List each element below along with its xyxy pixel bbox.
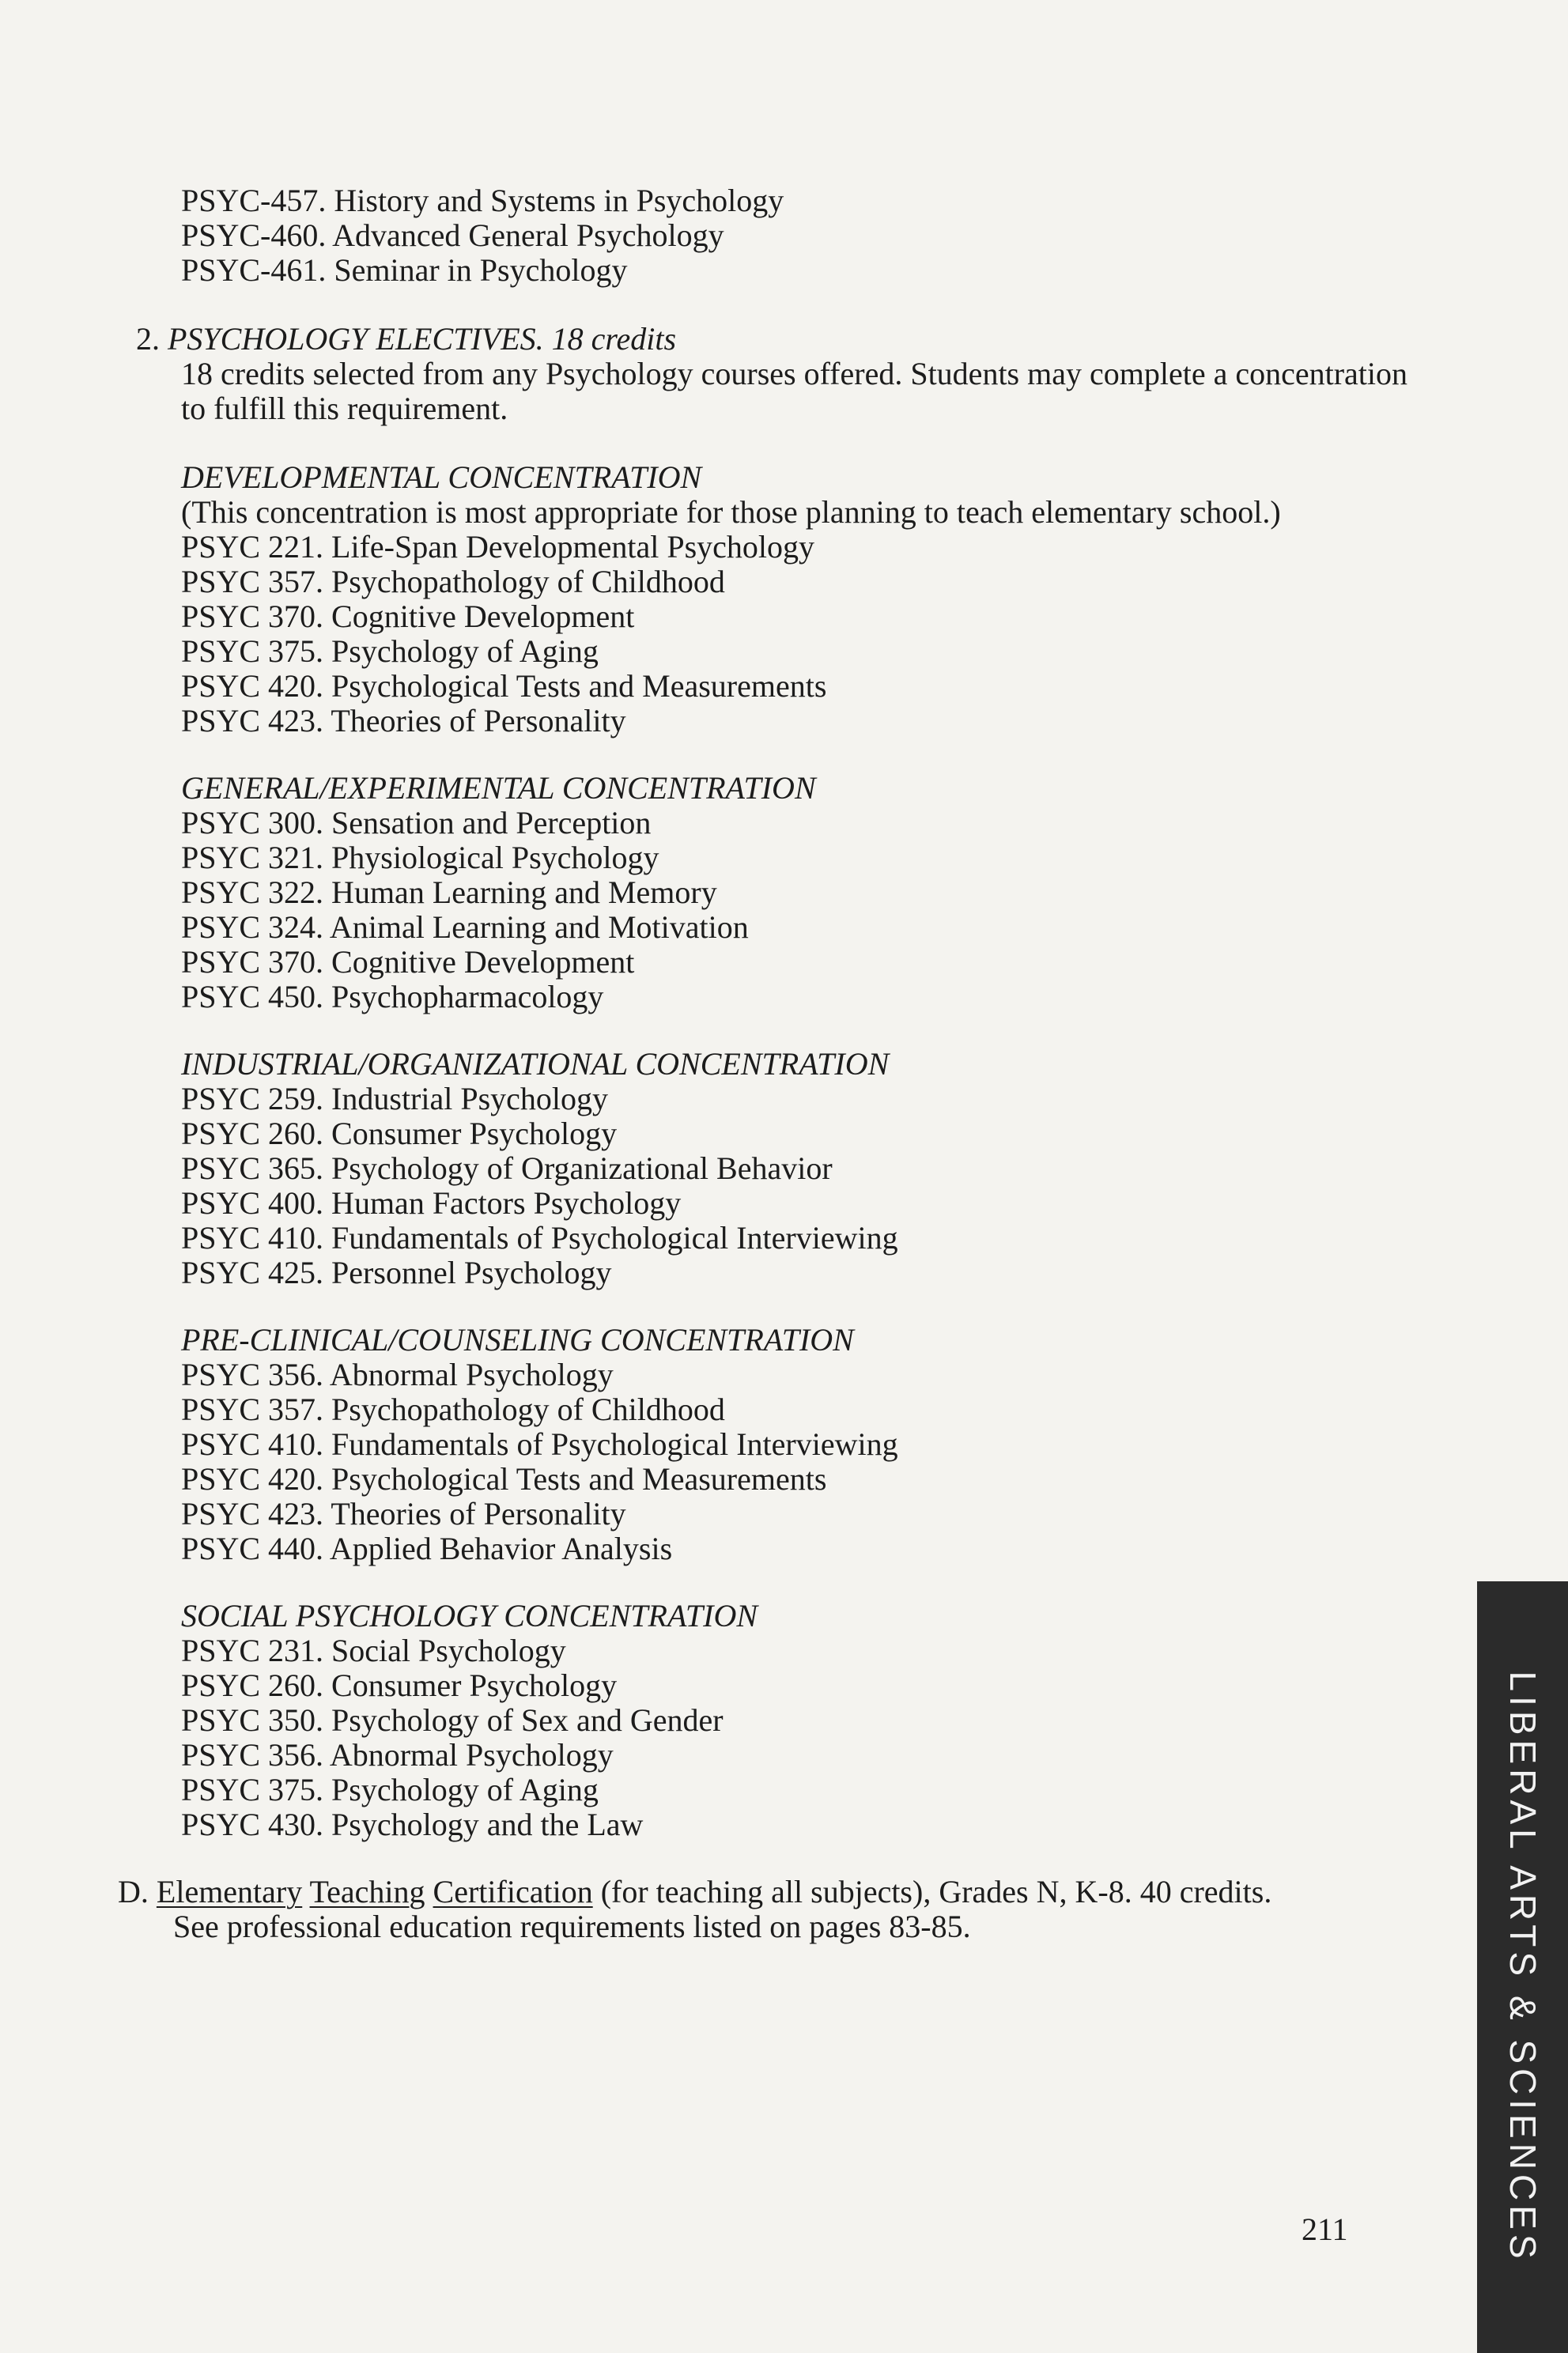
course-line: PSYC 260. Consumer Psychology bbox=[181, 1667, 618, 1703]
course-line: PSYC 425. Personnel Psychology bbox=[181, 1255, 612, 1290]
course-line: PSYC 259. Industrial Psychology bbox=[181, 1081, 609, 1116]
course-line: PSYC 324. Animal Learning and Motivation bbox=[181, 909, 749, 945]
section-d-title-word: Teaching bbox=[309, 1874, 425, 1909]
course-line: PSYC 365. Psychology of Organizational Behavior bbox=[181, 1150, 833, 1186]
course-line: PSYC 410. Fundamentals of Psychological Interviewing bbox=[181, 1426, 898, 1462]
course-line: PSYC 430. Psychology and the Law bbox=[181, 1807, 644, 1842]
electives-number: 2. bbox=[136, 321, 160, 357]
course-line: PSYC 356. Abnormal Psychology bbox=[181, 1737, 614, 1773]
section-thumb-tab bbox=[1477, 1581, 1568, 2353]
course-line: PSYC 321. Physiological Psychology bbox=[181, 840, 659, 875]
concentration-heading: INDUSTRIAL/ORGANIZATIONAL CONCENTRATION bbox=[181, 1046, 890, 1082]
course-line: PSYC 260. Consumer Psychology bbox=[181, 1116, 618, 1151]
page-number: 211 bbox=[1302, 2211, 1348, 2247]
course-line: PSYC 357. Psychopathology of Childhood bbox=[181, 1392, 725, 1427]
section-d-title-word: Elementary bbox=[156, 1874, 303, 1909]
course-line: PSYC 375. Psychology of Aging bbox=[181, 633, 599, 669]
electives-title: PSYCHOLOGY ELECTIVES. bbox=[168, 321, 544, 357]
course-line: PSYC 375. Psychology of Aging bbox=[181, 1772, 599, 1807]
section-d-line2: See professional education requirements listed on pages 83-85. bbox=[173, 1909, 971, 1944]
course-line: PSYC 322. Human Learning and Memory bbox=[181, 874, 717, 910]
section-d-details: (for teaching all subjects), Grades N, K-8. 40 credits. bbox=[600, 1874, 1272, 1909]
concentration-note: (This concentration is most appropriate for those planning to teach elementary school.) bbox=[181, 494, 1281, 530]
section-d-line1 bbox=[118, 1875, 1271, 1909]
course-line: PSYC 221. Life-Span Developmental Psychology bbox=[181, 529, 815, 565]
course-line: PSYC 440. Applied Behavior Analysis bbox=[181, 1531, 673, 1566]
course-line: PSYC 450. Psychopharmacology bbox=[181, 979, 604, 1014]
course-line: PSYC 350. Psychology of Sex and Gender bbox=[181, 1702, 724, 1738]
course-line: PSYC-460. Advanced General Psychology bbox=[181, 217, 724, 253]
concentration-heading: PRE-CLINICAL/COUNSELING CONCENTRATION bbox=[181, 1322, 854, 1358]
course-line: PSYC 400. Human Factors Psychology bbox=[181, 1185, 682, 1221]
course-line: PSYC 370. Cognitive Development bbox=[181, 599, 635, 634]
course-line: PSYC 420. Psychological Tests and Measurements bbox=[181, 1461, 827, 1497]
course-line: PSYC 410. Fundamentals of Psychological Interviewing bbox=[181, 1220, 898, 1256]
course-line: PSYC 231. Social Psychology bbox=[181, 1633, 566, 1668]
course-line: PSYC 357. Psychopathology of Childhood bbox=[181, 564, 725, 599]
electives-description: to fulfill this requirement. bbox=[181, 391, 508, 426]
electives-description: 18 credits selected from any Psychology courses offered. Students may complete a concentration bbox=[181, 356, 1408, 391]
course-line: PSYC-457. History and Systems in Psychology bbox=[181, 183, 784, 218]
course-line: PSYC-461. Seminar in Psychology bbox=[181, 252, 628, 288]
course-line: PSYC 423. Theories of Personality bbox=[181, 703, 626, 738]
electives-heading bbox=[136, 322, 676, 357]
section-d-letter: D. bbox=[118, 1874, 149, 1909]
course-line: PSYC 356. Abnormal Psychology bbox=[181, 1357, 614, 1392]
electives-credits: 18 credits bbox=[551, 321, 677, 357]
course-line: PSYC 300. Sensation and Perception bbox=[181, 805, 652, 840]
course-line: PSYC 420. Psychological Tests and Measurements bbox=[181, 668, 827, 704]
course-line: PSYC 423. Theories of Personality bbox=[181, 1496, 626, 1532]
concentration-heading: SOCIAL PSYCHOLOGY CONCENTRATION bbox=[181, 1598, 758, 1634]
concentration-heading: GENERAL/EXPERIMENTAL CONCENTRATION bbox=[181, 770, 816, 806]
section-d-title-word: Certification bbox=[433, 1874, 593, 1909]
concentration-heading: DEVELOPMENTAL CONCENTRATION bbox=[181, 459, 702, 495]
section-tab-label: LIBERAL ARTS & SCIENCES bbox=[1502, 1671, 1543, 2264]
course-line: PSYC 370. Cognitive Development bbox=[181, 944, 635, 980]
